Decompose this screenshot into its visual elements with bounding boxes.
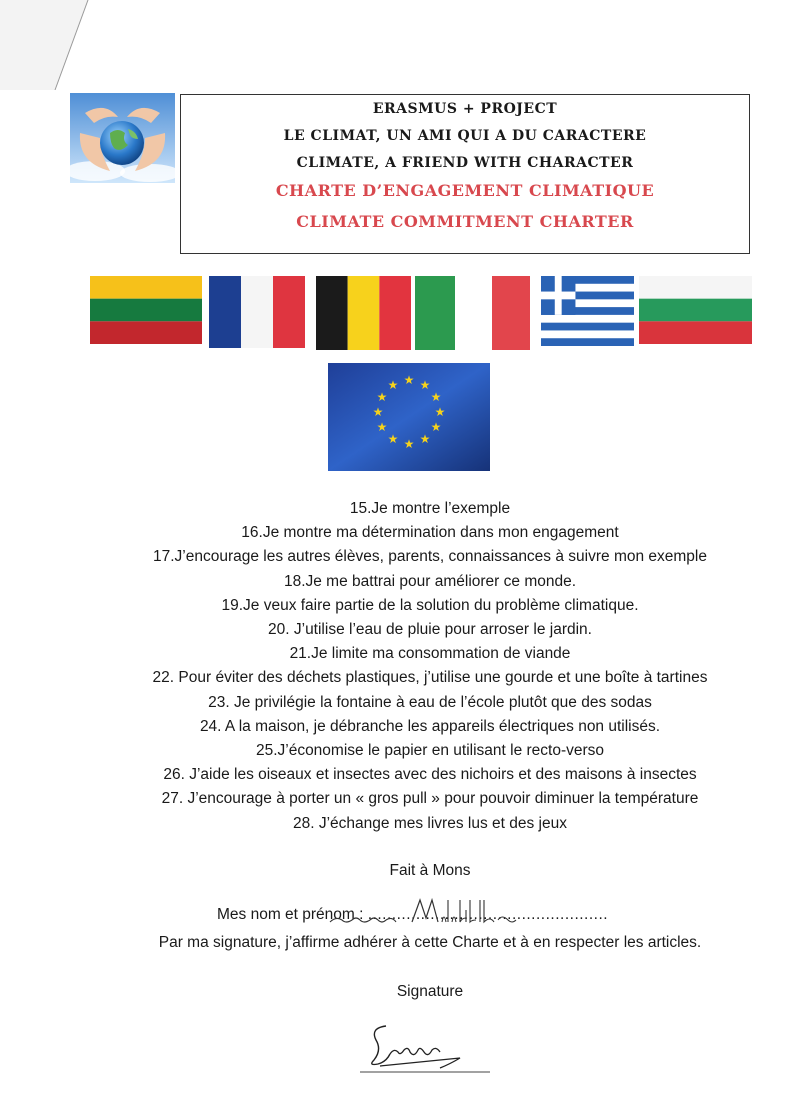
english-subtitle: CLIMATE, A FRIEND WITH CHARACTER	[296, 155, 634, 171]
list-item: 23. Je privilégie la fontaine à eau de l’école plutôt que des sodas	[208, 693, 652, 711]
flag-france-icon	[209, 276, 305, 348]
list-item: 22. Pour éviter des déchets plastiques, j’utilise une gourde et une boîte à tartines	[152, 669, 708, 687]
list-item: 16.Je montre ma détermination dans mon engagement	[241, 524, 619, 542]
earth-in-hands-logo	[70, 93, 175, 183]
project-title: ERASMUS + PROJECT	[372, 101, 558, 117]
folded-corner	[0, 0, 90, 90]
flag-italy-red-icon	[492, 276, 530, 350]
charter-title-en: CLIMATE COMMITMENT CHARTER	[296, 212, 634, 231]
flag-european-union-icon	[328, 363, 490, 471]
flag-greece-icon	[541, 276, 634, 346]
svg-text:★: ★	[419, 378, 431, 392]
svg-text:★: ★	[430, 420, 442, 434]
charter-title-fr: CHARTE D’ENGAGEMENT CLIMATIQUE	[275, 181, 655, 200]
list-item: 25.J’économise le papier en utilisant le recto-verso	[255, 742, 605, 760]
list-item: 28. J’échange mes livres lus et des jeux	[293, 814, 567, 832]
list-item: 24. A la maison, je débranche les appareils électriques non utilisés.	[199, 717, 661, 735]
svg-text:★: ★	[434, 405, 446, 419]
list-item: 20. J’utilise l’eau de pluie pour arroser le jardin.	[268, 621, 592, 639]
list-item: 21.Je limite ma consommation de viande	[289, 645, 571, 663]
svg-text:★: ★	[419, 432, 431, 446]
list-item: 19.Je veux faire partie de la solution du problème climatique.	[221, 596, 639, 614]
svg-text:★: ★	[376, 390, 388, 404]
name-dots: ..................................................	[367, 906, 609, 923]
svg-text:★: ★	[372, 405, 384, 419]
signature-image	[360, 1018, 490, 1078]
name-label: Mes nom et prénom :	[217, 906, 364, 923]
flag-lithuania-icon	[90, 276, 202, 344]
list-item: 18.Je me battrai pour améliorer ce monde.	[283, 572, 577, 590]
list-item: 26. J’aide les oiseaux et insectes avec des nichoirs et des maisons à insectes	[163, 766, 697, 784]
affirmation-line: Par ma signature, j’affirme adhérer à cette Charte et à en respecter les articles.	[158, 934, 702, 951]
svg-text:★: ★	[403, 437, 415, 451]
svg-text:★: ★	[430, 390, 442, 404]
svg-text:★: ★	[403, 373, 415, 387]
handwritten-name	[326, 896, 566, 930]
svg-text:★: ★	[387, 432, 399, 446]
list-item: 27. J’encourage à porter un « gros pull » pour pouvoir diminuer la température	[161, 790, 699, 808]
french-subtitle: LE CLIMAT, UN AMI QUI A DU CARACTERE	[283, 128, 647, 144]
flag-belgium-icon	[316, 276, 411, 350]
signature-label: Signature	[396, 983, 464, 1000]
flag-bulgaria-icon	[639, 276, 752, 344]
list-item: 17.J’encourage les autres élèves, parents, connaissances à suivre mon exemple	[152, 548, 707, 566]
place-line: Fait à Mons	[389, 862, 471, 879]
svg-text:★: ★	[376, 420, 388, 434]
flag-italy-partial-icon	[415, 276, 455, 350]
commitment-list	[0, 497, 799, 836]
header-box	[180, 94, 750, 254]
svg-text:★: ★	[387, 378, 399, 392]
list-item: 15.Je montre l’exemple	[349, 500, 511, 517]
